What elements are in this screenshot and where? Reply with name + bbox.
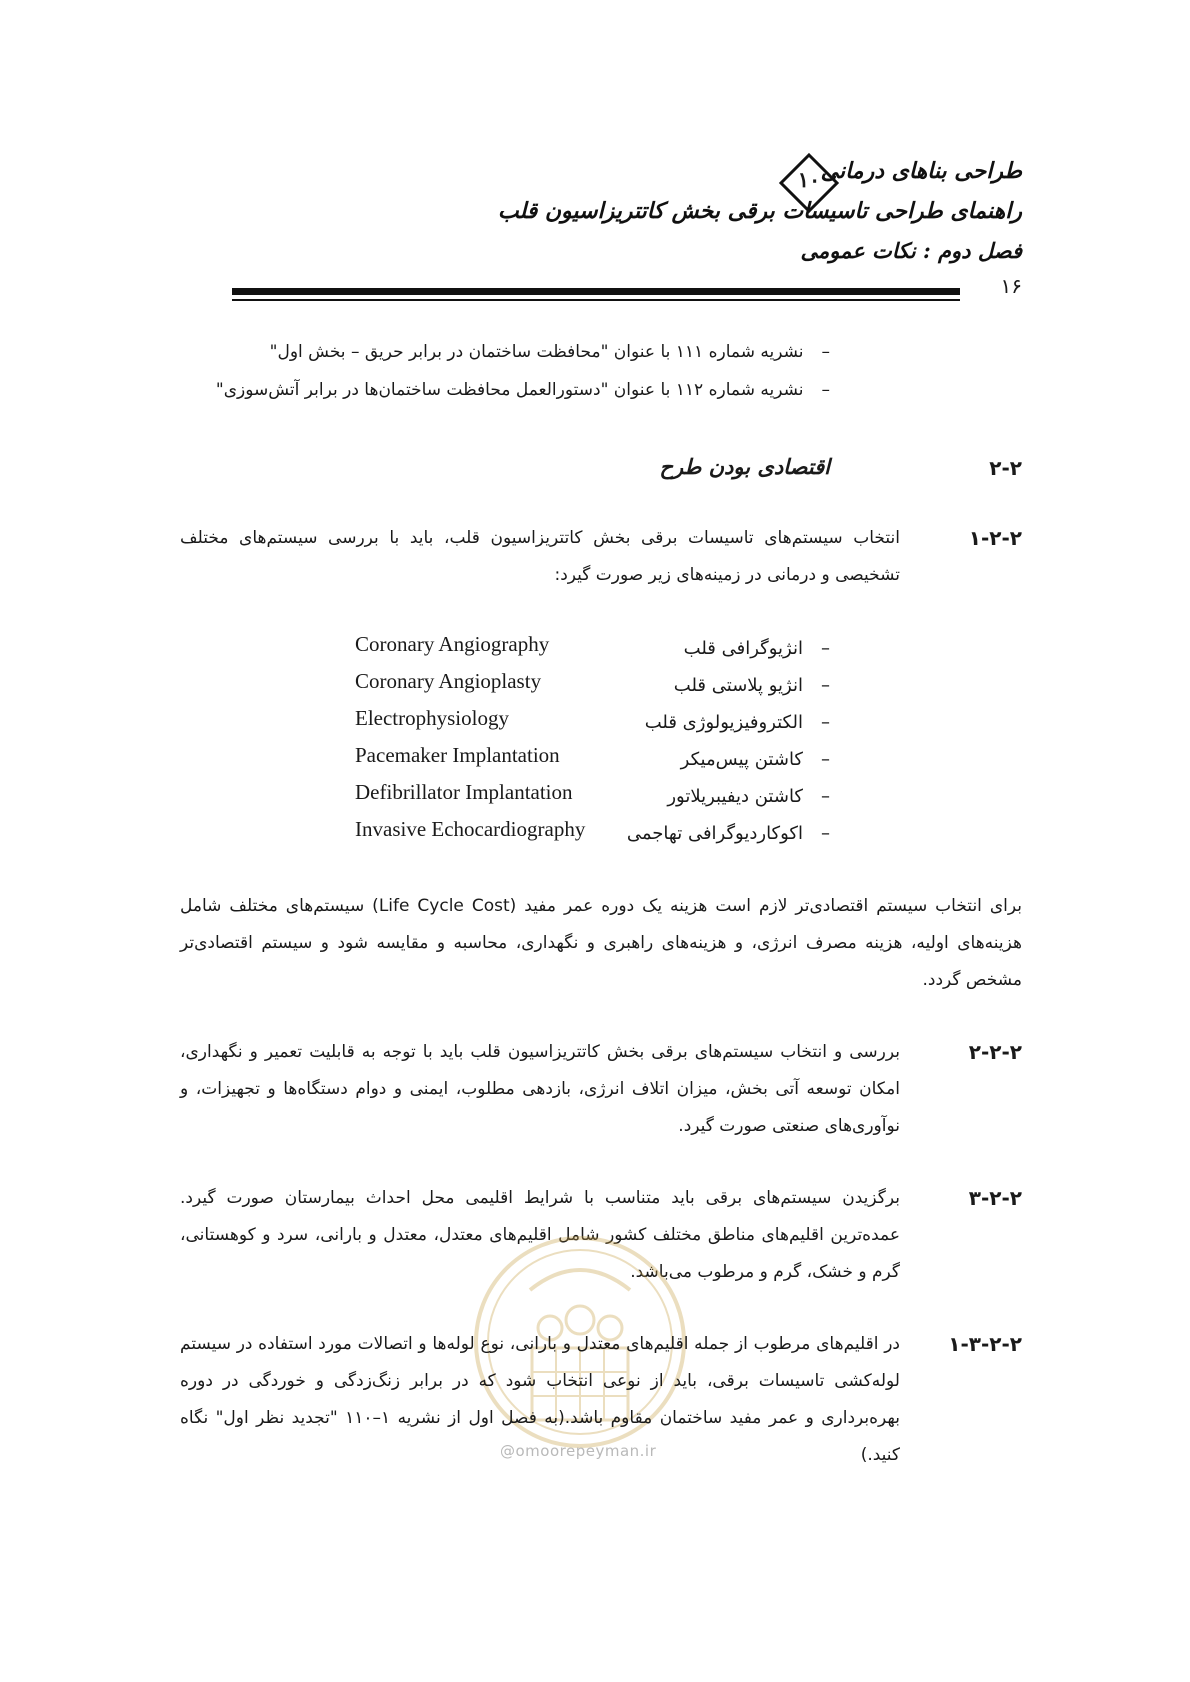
- page-number: ۱۶: [1000, 274, 1022, 298]
- bullet-text: نشریه شماره ۱۱۲ با عنوان "دستورالعمل محافظت ساختمان‌ها در برابر آتش‌سوزی": [215, 380, 804, 400]
- procedure-fa: –کاشتن پیس‌میکر: [680, 749, 830, 770]
- header-series-title: طراحی بناهای درمانی: [820, 158, 1022, 184]
- procedure-fa: –الکتروفیزیولوژی قلب: [644, 712, 830, 733]
- procedure-fa: –کاشتن دیفیبریلاتور: [667, 786, 830, 807]
- section-number: ۲-۲: [989, 456, 1022, 480]
- procedure-fa: –انژیو پلاستی قلب: [673, 675, 830, 696]
- subsection-text: برگزیدن سیستم‌های برقی باید متناسب با شرایط اقلیمی محل احداث بیمارستان صورت گیرد. عمده‌ترین اقلیم‌های مناطق مختلف کشور شامل اقلیم‌های معتدل، معتدل و بارانی، سرد و کوهستانی، گرم و خشک، گرم و مرطوب می‌باشد.: [180, 1188, 900, 1282]
- subsection-number: ۲-۲-۲: [968, 1040, 1022, 1064]
- section-title: اقتصادی بودن طرح: [659, 454, 830, 479]
- watermark-url: @omoorepeyman.ir: [500, 1442, 657, 1460]
- list-item: –نشریه شماره ۱۱۱ با عنوان "محافظت ساختمان در برابر حریق – بخش اول": [269, 342, 830, 362]
- subsection-text: در اقلیم‌های مرطوب از جمله اقلیم‌های معتدل و بارانی، نوع لوله‌ها و اتصالات مورد استفاده در سیستم لوله‌کشی تاسیسات برقی، باید از نوعی انتخاب شود که در برابر زنگ‌زدگی و خوردگی در دوره بهره‌برداری و عمر مفید ساختمان مقاوم باشد.(به فصل اول از نشریه ۱–۱۱۰ "تجدید نظر اول" نگاه کنید.): [180, 1334, 900, 1465]
- procedure-fa: –انژیوگرافی قلب: [683, 638, 830, 659]
- header-rule-thick: [232, 288, 960, 295]
- lcc-paragraph: برای انتخاب سیستم اقتصادی‌تر لازم است هزینه یک دوره عمر مفید (Life Cycle Cost) سیستم‌های مختلف شامل هزینه‌های اولیه، هزینه مصرف انرژی، و هزینه‌های راهبری و نگهداری، محاسبه و مقایسه شود و سیستم اقتصادی‌تر مشخص گردد.: [180, 896, 1022, 990]
- subsection-text: انتخاب سیستم‌های تاسیسات برقی بخش کاتتریزاسیون قلب، باید با بررسی سیستم‌های مختلف تشخیصی و درمانی در زمینه‌های زیر صورت گیرد:: [180, 528, 900, 585]
- procedure-en: Defibrillator Implantation: [355, 780, 573, 804]
- procedure-en: Coronary Angioplasty: [355, 669, 542, 693]
- header-guide-title: راهنمای طراحی تاسیسات برقی بخش کاتتریزاسیون قلب: [497, 198, 1022, 224]
- volume-number: ۱۰: [797, 167, 821, 192]
- header-chapter-title: فصل دوم : نکات عمومی: [800, 238, 1022, 263]
- subsection-number: ۳-۲-۲: [968, 1186, 1022, 1210]
- procedure-fa: –اکوکاردیوگرافی تهاجمی: [626, 823, 830, 844]
- list-item: –نشریه شماره ۱۱۲ با عنوان "دستورالعمل محافظت ساختمان‌ها در برابر آتش‌سوزی": [215, 380, 830, 400]
- subsection-text: بررسی و انتخاب سیستم‌های برقی بخش کاتتریزاسیون قلب باید با توجه به قابلیت تعمیر و نگهداری، امکان توسعه آتی بخش، میزان اتلاف انرژی، بازدهی مطلوب، ایمنی و دوام دستگاه‌ها و تجهیزات، و نوآوری‌های صنعتی صورت گیرد.: [180, 1042, 900, 1136]
- procedure-en: Coronary Angiography: [355, 632, 550, 656]
- header-rule-thin: [232, 299, 960, 301]
- procedure-en: Invasive Echocardiography: [355, 817, 586, 841]
- subsection-number: ۱-۲-۲: [968, 526, 1022, 550]
- subsection-number: ۱-۳-۲-۲: [948, 1332, 1022, 1356]
- procedure-en: Electrophysiology: [355, 706, 509, 730]
- procedure-en: Pacemaker Implantation: [355, 743, 560, 767]
- bullet-text: نشریه شماره ۱۱۱ با عنوان "محافظت ساختمان در برابر حریق – بخش اول": [269, 342, 804, 362]
